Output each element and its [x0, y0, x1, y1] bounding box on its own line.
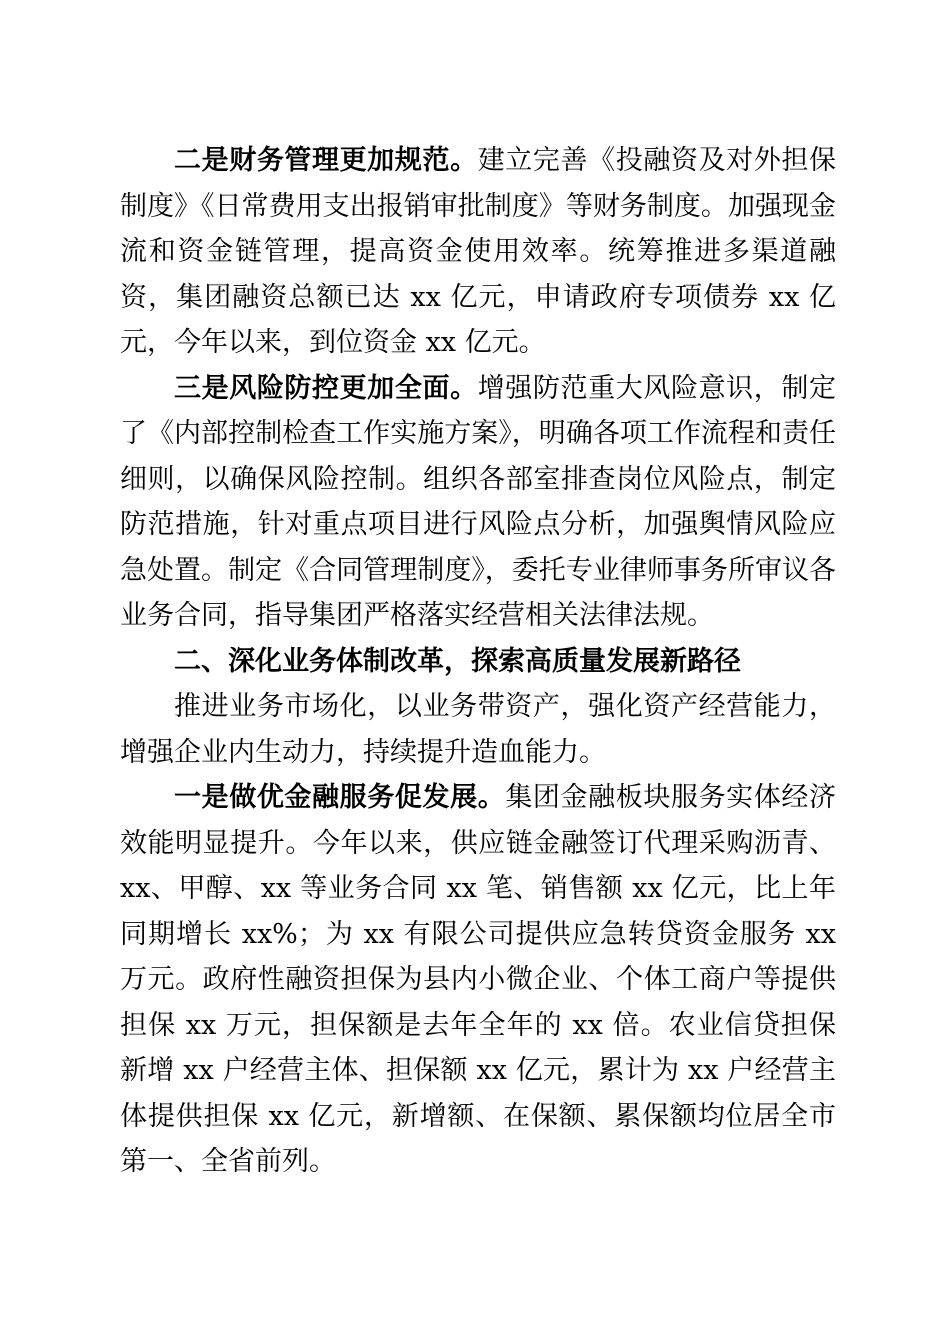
- section-heading: 二、深化业务体制改革，探索高质量发展新路径: [174, 645, 741, 677]
- paragraph-lead: 三是风险防控更加全面。: [174, 372, 478, 404]
- section-intro: 推进业务市场化，以业务带资产，强化资产经营能力，增强企业内生动力，持续提升造血能力。: [120, 691, 836, 768]
- paragraph-risk-control: [120, 366, 836, 639]
- paragraph-body: 增强防范重大风险意识，制定了《内部控制检查工作实施方案》，明确各项工作流程和责任细则，以确保风险控制。组织各部室排查岗位风险点，制定防范措施，针对重点项目进行风险点分析，加强舆情风险应急处置。制定《合同管理制度》，委托专业律师事务所审议各业务合同，指导集团严格落实经营相关法律法规。: [120, 372, 837, 631]
- paragraph-finance-management: [120, 138, 836, 366]
- paragraph-financial-services: [120, 775, 836, 1185]
- paragraph-lead: 二是财务管理更加规范。: [174, 145, 478, 176]
- paragraph-body: 集团金融板块服务实体经济效能明显提升。今年以来，供应链金融签订代理采购沥青、xx、甲醇、xx 等业务合同 xx 笔、销售额 xx 亿元，比上年同期增长 xx%；为 xx 有限公司提供应急转贷资金服务 xx 万元。政府性融资担保为县内小微企业、个体工商户等提供担保 xx 万元，担保额是去年全年的 xx 倍。农业信贷担保新增 xx 户经营主体、担保额 xx 亿元，累计为 xx 户经营主体提供担保 xx 亿元，新增额、在保额、累保额均位居全市第一、全省前列。: [120, 782, 837, 1177]
- document-page: [120, 138, 836, 1185]
- paragraph-body: 建立完善《投融资及对外担保制度》《日常费用支出报销审批制度》等财务制度。加强现金流和资金链管理，提高资金使用效率。统筹推进多渠道融资，集团融资总额已达 xx 亿元，申请政府专项债券 xx 亿元，今年以来，到位资金 xx 亿元。: [120, 145, 837, 358]
- paragraph-lead: 一是做优金融服务促发展。: [174, 782, 506, 813]
